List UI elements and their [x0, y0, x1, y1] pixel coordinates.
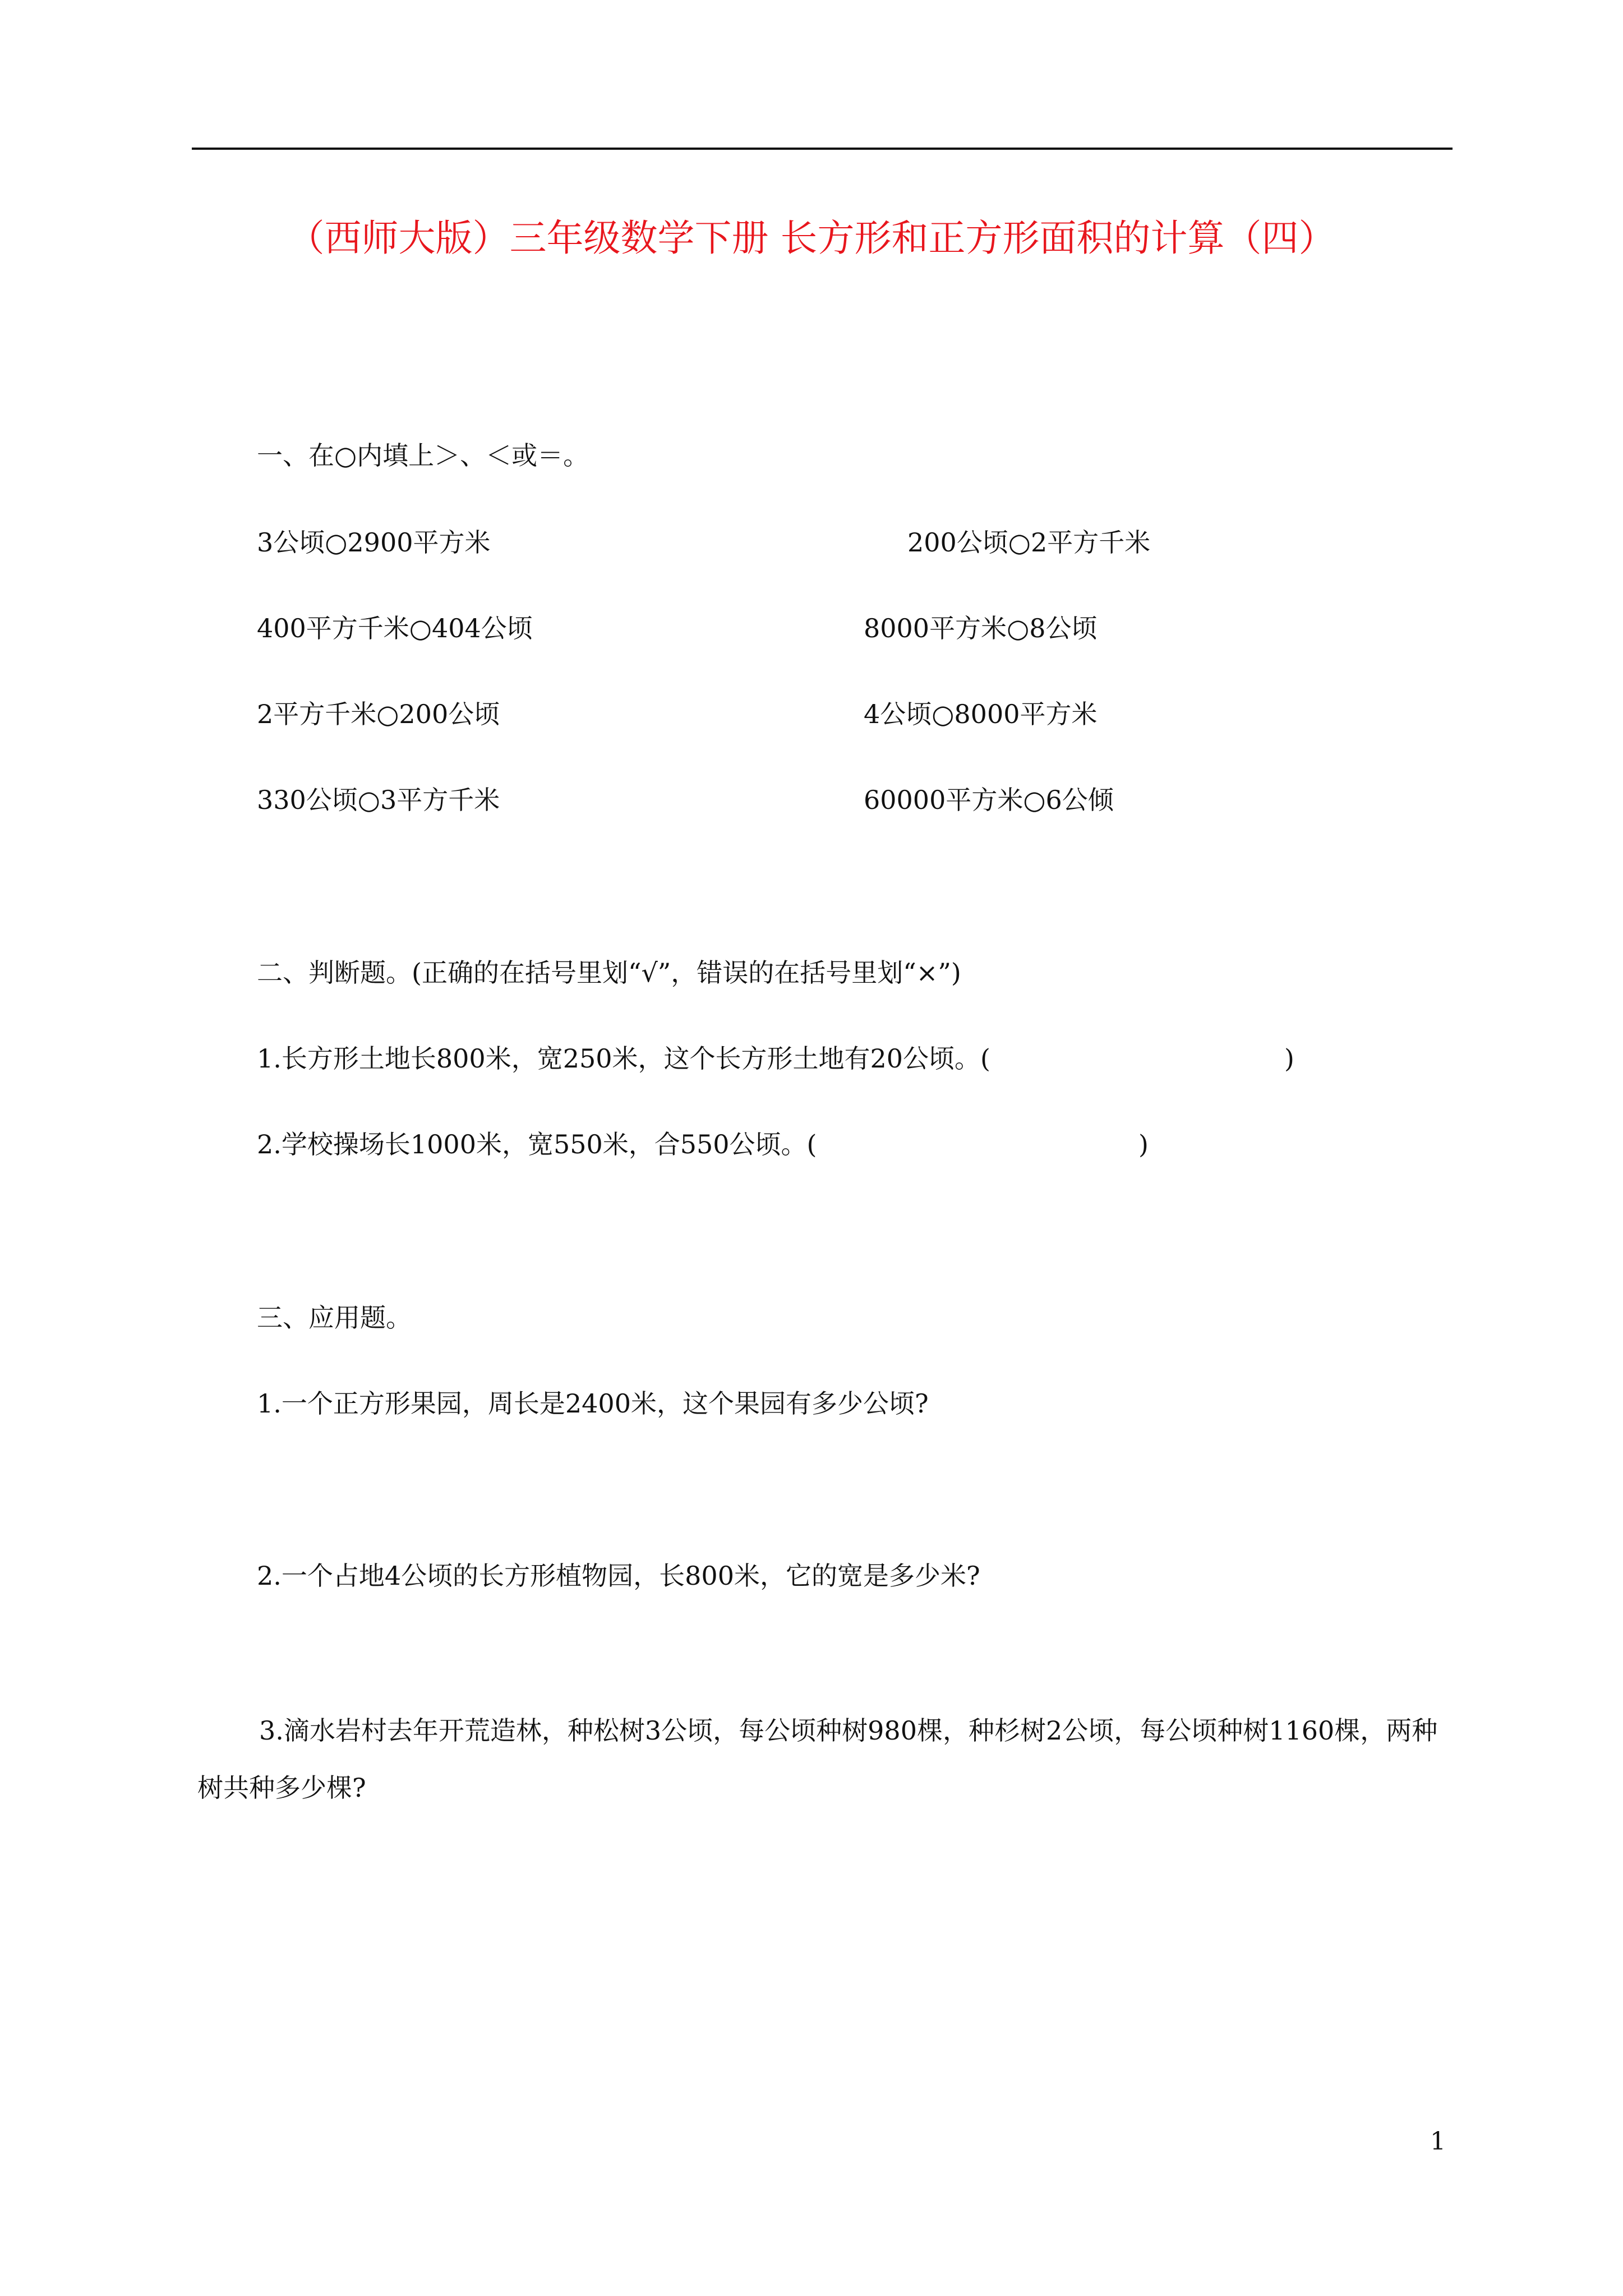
- word-problem-2: 2.一个占地4公顷的长方形植物园，长800米，它的宽是多少米?: [257, 1561, 980, 1591]
- compare-item-7: 330公顷○3平方千米: [257, 785, 500, 815]
- compare-item-4: 8000平方米○8公顷: [864, 613, 1098, 643]
- compare-item-8: 60000平方米○6公倾: [864, 785, 1114, 815]
- word-problem-1: 1.一个正方形果园，周长是2400米，这个果园有多少公顷?: [257, 1388, 929, 1419]
- compare-item-6: 4公顷○8000平方米: [864, 699, 1098, 729]
- page-number: 1: [1430, 2127, 1446, 2156]
- judge-question-2: 2.学校操场长1000米，宽550米，合550公顷。(: [257, 1129, 817, 1159]
- compare-item-2: 200公顷○2平方千米: [907, 527, 1151, 558]
- compare-item-5: 2平方千米○200公顷: [257, 699, 500, 729]
- section2-heading: 二、判断题。(正确的在括号里划“√”，错误的在括号里划“×”): [257, 958, 961, 988]
- section3-heading: 三、应用题。: [257, 1303, 412, 1333]
- compare-item-1: 3公顷○2900平方米: [257, 527, 491, 558]
- document-title: （西师大版）三年级数学下册 长方形和正方形面积的计算（四）: [287, 217, 1336, 260]
- judge-question-1: 1.长方形土地长800米，宽250米，这个长方形土地有20公顷。(: [257, 1043, 990, 1074]
- judge-answer-2-close: ): [1138, 1129, 1149, 1159]
- header-rule: [192, 148, 1453, 150]
- judge-answer-1-close: ): [1284, 1043, 1294, 1074]
- compare-item-3: 400平方千米○404公顷: [257, 613, 533, 643]
- section1-heading: 一、在○内填上＞、＜或＝。: [257, 440, 589, 471]
- word-problem-3: 3.滴水岩村去年开荒造林，种松树3公顷，每公顷种树980棵，种杉树2公顷，每公顷种树1160棵，两种树共种多少棵?: [197, 1715, 1438, 1803]
